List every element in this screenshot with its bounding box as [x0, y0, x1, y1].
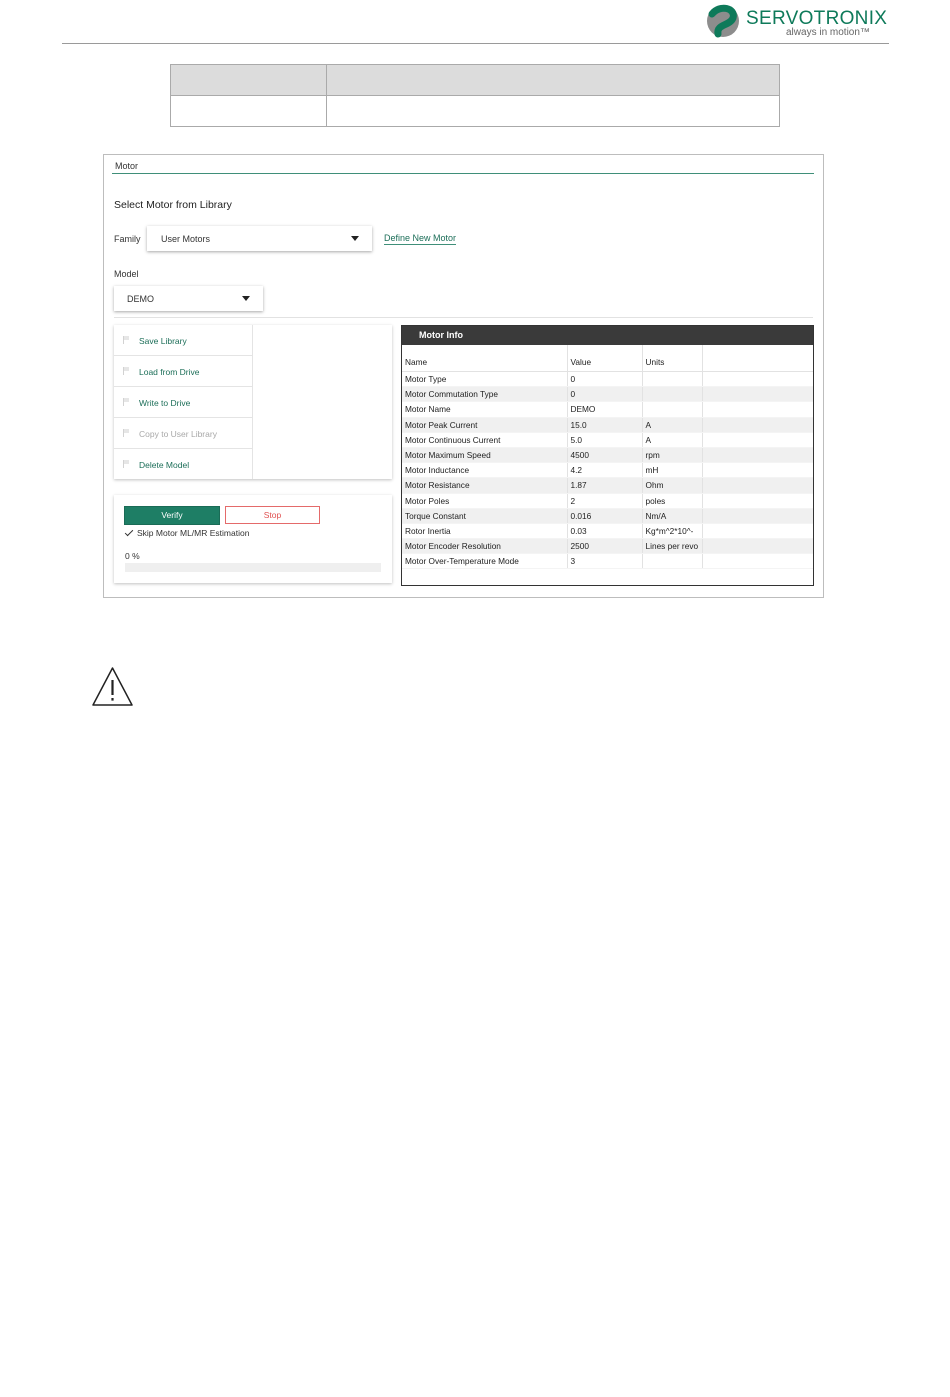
stop-button[interactable]: Stop [225, 506, 320, 524]
cell-value: 2500 [567, 539, 642, 554]
cell-units: rpm [642, 447, 702, 462]
cell-units: Ohm [642, 478, 702, 493]
cell-extra [702, 447, 813, 462]
cell-units: Kg*m^2*10^- [642, 523, 702, 538]
empty-table-header [171, 65, 780, 96]
family-label: Family [114, 234, 141, 244]
cell-name: Motor Commutation Type [402, 387, 567, 402]
cell-units: Lines per revo [642, 539, 702, 554]
cell-units [642, 554, 702, 569]
column-header-units[interactable]: Units [642, 345, 702, 372]
action-load-from-drive[interactable] [114, 356, 252, 387]
cell-value: 0 [567, 372, 642, 387]
cell-value: 0.016 [567, 508, 642, 523]
cell-value: 1.87 [567, 478, 642, 493]
action-copy-to-user-library[interactable] [114, 418, 252, 449]
motor-info-columns [402, 345, 813, 372]
action-label: Copy to User Library [139, 429, 217, 439]
cell-units [642, 387, 702, 402]
flag-icon [123, 460, 130, 468]
cell-units [642, 372, 702, 387]
cell-name: Motor Name [402, 402, 567, 417]
table-row[interactable] [402, 478, 813, 493]
table-row[interactable] [402, 539, 813, 554]
model-dropdown[interactable] [114, 286, 263, 311]
verify-section [114, 495, 392, 583]
motor-info-title: Motor Info [419, 330, 463, 340]
table-row[interactable] [402, 463, 813, 478]
action-list [114, 325, 253, 479]
section-divider [114, 317, 813, 318]
family-dropdown-value: User Motors [161, 234, 211, 244]
brand-tagline: always in motion™ [786, 27, 870, 38]
cell-extra [702, 432, 813, 447]
family-dropdown[interactable] [147, 226, 372, 251]
action-label: Save Library [139, 336, 187, 346]
cell-name: Motor Peak Current [402, 417, 567, 432]
cell-value: 2 [567, 493, 642, 508]
motor-info-table [402, 345, 813, 569]
cell-extra [702, 523, 813, 538]
cell-name: Motor Poles [402, 493, 567, 508]
cell-units: poles [642, 493, 702, 508]
cell-value: 3 [567, 554, 642, 569]
motor-panel [103, 154, 824, 598]
empty-table [170, 64, 780, 127]
table-row[interactable] [402, 508, 813, 523]
table-row[interactable] [402, 387, 813, 402]
action-label: Load from Drive [139, 367, 200, 377]
cell-extra [702, 493, 813, 508]
define-new-motor-link[interactable]: Define New Motor [384, 233, 457, 243]
cell-value: 4.2 [567, 463, 642, 478]
action-save-library[interactable] [114, 325, 252, 356]
cell-extra [702, 463, 813, 478]
motor-info-header [402, 326, 813, 345]
cell-units [642, 402, 702, 417]
progress-text: 0 % [125, 551, 140, 561]
table-row[interactable] [402, 402, 813, 417]
action-write-to-drive[interactable] [114, 387, 252, 418]
cell-value: 15.0 [567, 417, 642, 432]
cell-value: 0.03 [567, 523, 642, 538]
cell-units: Nm/A [642, 508, 702, 523]
cell-name: Torque Constant [402, 508, 567, 523]
cell-extra [702, 508, 813, 523]
cell-extra [702, 372, 813, 387]
column-header-extra [702, 345, 813, 372]
warning-triangle-icon [91, 666, 134, 707]
empty-table-row [171, 96, 780, 127]
flag-icon [123, 367, 130, 375]
action-delete-model[interactable] [114, 449, 252, 479]
model-dropdown-value: DEMO [127, 294, 154, 304]
cell-extra [702, 478, 813, 493]
motor-info-panel [401, 325, 814, 586]
table-row[interactable] [402, 417, 813, 432]
cell-name: Motor Resistance [402, 478, 567, 493]
cell-value: 0 [567, 387, 642, 402]
table-row[interactable] [402, 493, 813, 508]
chevron-down-icon [351, 236, 359, 241]
check-icon[interactable] [125, 529, 134, 538]
panel-title: Motor [115, 161, 139, 171]
table-row[interactable] [402, 432, 813, 447]
cell-extra [702, 554, 813, 569]
flag-icon [123, 336, 130, 344]
progress-bar [125, 563, 381, 572]
cell-extra [702, 387, 813, 402]
servotronix-logo-icon [706, 2, 744, 40]
action-label: Write to Drive [139, 398, 191, 408]
verify-button[interactable]: Verify [124, 506, 220, 525]
table-row[interactable] [402, 447, 813, 462]
table-row[interactable] [402, 554, 813, 569]
cell-units: A [642, 432, 702, 447]
column-header-name[interactable]: Name [402, 345, 567, 372]
cell-value: 4500 [567, 447, 642, 462]
brand-name: SERVOTRONIX [746, 8, 888, 29]
cell-extra [702, 539, 813, 554]
library-actions [114, 325, 392, 479]
brand-logo [706, 2, 886, 40]
cell-name: Motor Encoder Resolution [402, 539, 567, 554]
skip-estimation-row[interactable] [125, 528, 249, 538]
chevron-down-icon [242, 296, 250, 301]
cell-name: Motor Maximum Speed [402, 447, 567, 462]
column-header-value[interactable]: Value [567, 345, 642, 372]
flag-icon [123, 429, 130, 437]
table-row[interactable] [402, 523, 813, 538]
flag-icon [123, 398, 130, 406]
skip-estimation-label: Skip Motor ML/MR Estimation [137, 528, 250, 538]
model-label: Model [114, 269, 139, 279]
cell-extra [702, 417, 813, 432]
cell-name: Motor Type [402, 372, 567, 387]
cell-units: mH [642, 463, 702, 478]
section-title: Select Motor from Library [114, 199, 232, 211]
cell-units: A [642, 417, 702, 432]
cell-name: Motor Over-Temperature Mode [402, 554, 567, 569]
panel-title-underline [112, 173, 814, 174]
cell-name: Motor Continuous Current [402, 432, 567, 447]
cell-name: Rotor Inertia [402, 523, 567, 538]
cell-extra [702, 402, 813, 417]
cell-value: 5.0 [567, 432, 642, 447]
table-row[interactable] [402, 372, 813, 387]
action-label: Delete Model [139, 460, 190, 470]
cell-name: Motor Inductance [402, 463, 567, 478]
header-divider [62, 43, 889, 44]
cell-value: DEMO [567, 402, 642, 417]
